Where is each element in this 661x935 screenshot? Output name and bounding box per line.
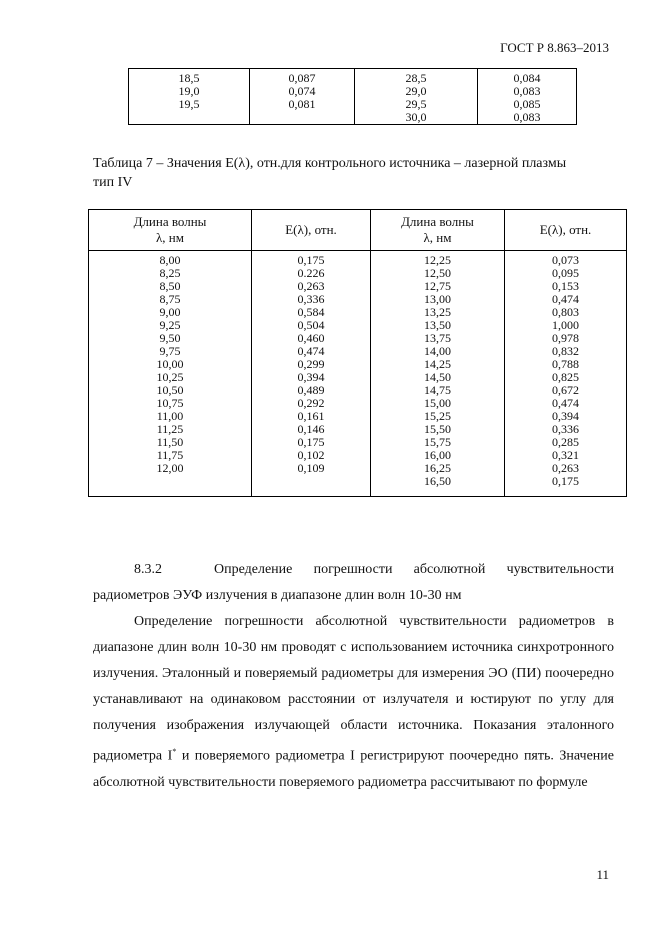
table-cell: 14,50: [424, 370, 451, 384]
table-cell: 16,25: [424, 461, 451, 475]
section-title-a: Определение погрешности абсолютной чувствительности: [214, 562, 614, 577]
paragraph-text: и поверяемого радиометра I регистрируют поочередно пять. Значение абсолютной чувствительности поверяемого радиометра рассчитывают по формуле: [93, 748, 614, 790]
table-cell: 19,0: [178, 84, 200, 98]
table-cell: 8,50: [159, 279, 181, 293]
table-cell: 0,083: [513, 110, 541, 124]
table-cell: 0,672: [552, 383, 579, 397]
section-title-b: радиометров ЭУФ излучения в диапазоне длин волн 10-30 нм: [93, 588, 462, 603]
column-header-value: Е(λ), отн.: [505, 210, 627, 251]
table-cell: 0,263: [552, 461, 579, 475]
table-cell: 0,803: [552, 305, 579, 319]
table-cell: 0,095: [552, 266, 579, 280]
table-cell: 12,50: [424, 266, 451, 280]
document-header: ГОСТ Р 8.863–2013: [500, 40, 609, 55]
table-column: [252, 251, 371, 497]
table-cell: 15,25: [424, 409, 451, 423]
table-column: [89, 251, 252, 497]
table-cell: 0,081: [288, 97, 316, 111]
table-cell: 1,000: [552, 318, 579, 332]
table-cell: 30,0: [405, 110, 427, 124]
table-column: [250, 69, 355, 125]
table-cell: 0,474: [297, 344, 325, 358]
continued-table: [128, 68, 577, 125]
table-cell: 0,146: [297, 422, 325, 436]
table-cell: 0,102: [297, 448, 325, 462]
table-caption: Таблица 7 – Значения Е(λ), отн.для контрольного источника – лазерной плазмы тип IV: [93, 156, 567, 190]
table-column: [505, 251, 627, 497]
table-cell: 0,161: [297, 409, 325, 423]
table-cell: 15,75: [424, 435, 451, 449]
header-line: λ, нм: [156, 230, 184, 245]
table-cell: 19,5: [178, 97, 200, 111]
table-cell: 14,00: [424, 344, 451, 358]
column-header-value: Е(λ), отн.: [252, 210, 371, 251]
table-cell: 15,00: [424, 396, 451, 410]
table-column: [355, 69, 478, 125]
table-cell: 0,087: [288, 71, 316, 85]
table-cell: 9,25: [159, 318, 181, 332]
table-cell: 0,083: [513, 84, 541, 98]
section-number: 8.3.2: [134, 562, 162, 577]
table-cell: 0,175: [297, 253, 325, 267]
table-cell: 0,153: [552, 279, 579, 293]
table-cell: 29,5: [405, 97, 427, 111]
table-cell: 10,00: [156, 357, 184, 371]
table-cell: 0,489: [297, 383, 325, 397]
table-cell: 0,336: [297, 292, 325, 306]
paragraph-text: Определение погрешности абсолютной чувствительности радиометров в диапазоне длин волн 10-30 нм проводят с использованием источника синхротронного излучения. Эталонный и поверяемый радиометры для измерения ЭО (ПИ) поочередно устанавливают на одинаковом расстоянии от излучателя и юстируют по углу для получения изображения излучающей области источника. Показания эталонного радиометра I: [93, 614, 614, 764]
table-cell: 8,75: [159, 292, 181, 306]
table-column: [129, 69, 250, 125]
superscript-mark: *: [172, 747, 177, 756]
table-cell: 11,75: [156, 448, 184, 462]
section-heading: [93, 557, 614, 609]
table-cell: 12,25: [424, 253, 451, 267]
table-cell: 0,788: [552, 357, 579, 371]
table-cell: 0,074: [288, 84, 316, 98]
table-cell: 0,109: [297, 461, 325, 475]
table-cell: 0,321: [552, 448, 579, 462]
table-cell: 0,584: [297, 305, 325, 319]
table-cell: 9,50: [159, 331, 181, 345]
table-cell: 14,25: [424, 357, 451, 371]
column-header-wavelength: [89, 210, 252, 251]
table-cell: 10,50: [156, 383, 184, 397]
table-cell: 9,00: [159, 305, 181, 319]
header-line: Длина волны: [133, 214, 207, 229]
column-header-wavelength: [371, 210, 505, 251]
table-cell: 13,50: [424, 318, 451, 332]
table-cell: 28,5: [405, 71, 427, 85]
table-cell: 0,460: [297, 331, 325, 345]
table-cell: 0,263: [297, 279, 325, 293]
table-cell: 13,00: [424, 292, 451, 306]
page-number: 11: [596, 867, 609, 882]
table-cell: 15,50: [424, 422, 451, 436]
table-cell: 18,5: [178, 71, 200, 85]
table-cell: 8,00: [159, 253, 181, 267]
table-cell: 16,50: [424, 474, 451, 488]
table-column: [371, 251, 505, 497]
table-cell: 0,285: [552, 435, 579, 449]
table-cell: 0,085: [513, 97, 541, 111]
table-cell: 0,825: [552, 370, 579, 384]
table-cell: 14,75: [424, 383, 451, 397]
table-cell: 12,00: [156, 461, 184, 475]
table-cell: 0,175: [552, 474, 579, 488]
table-cell: 29,0: [405, 84, 427, 98]
table-cell: 0,978: [552, 331, 579, 345]
table-cell: 0,336: [552, 422, 579, 436]
table-cell: 0.226: [297, 266, 325, 280]
table-cell: 11,50: [156, 435, 184, 449]
table-cell: 0,504: [297, 318, 325, 332]
table-cell: 9,75: [159, 344, 181, 358]
table-cell: 0,084: [513, 71, 541, 85]
header-line: Длина волны: [401, 214, 474, 229]
table-cell: 10,25: [156, 370, 184, 384]
table-cell: 0,832: [552, 344, 579, 358]
table-cell: 0,394: [297, 370, 325, 384]
table-cell: 0,394: [552, 409, 579, 423]
table-cell: 0,474: [552, 396, 579, 410]
table-cell: 0,175: [297, 435, 325, 449]
table-cell: 12,75: [424, 279, 451, 293]
table-cell: 0,292: [297, 396, 325, 410]
table-cell: 0,073: [552, 253, 579, 267]
table-cell: 10,75: [156, 396, 184, 410]
table-cell: 0,299: [297, 357, 325, 371]
table-cell: 13,75: [424, 331, 451, 345]
table-cell: 11,25: [156, 422, 184, 436]
table-cell: 11,00: [156, 409, 184, 423]
body-paragraph: [93, 609, 614, 796]
table-7: [88, 209, 627, 497]
header-line: λ, нм: [423, 230, 452, 245]
table-cell: 0,474: [552, 292, 579, 306]
table-cell: 16,00: [424, 448, 451, 462]
table-cell: 8,25: [159, 266, 181, 280]
table-cell: 13,25: [424, 305, 451, 319]
table-column: [478, 69, 577, 125]
